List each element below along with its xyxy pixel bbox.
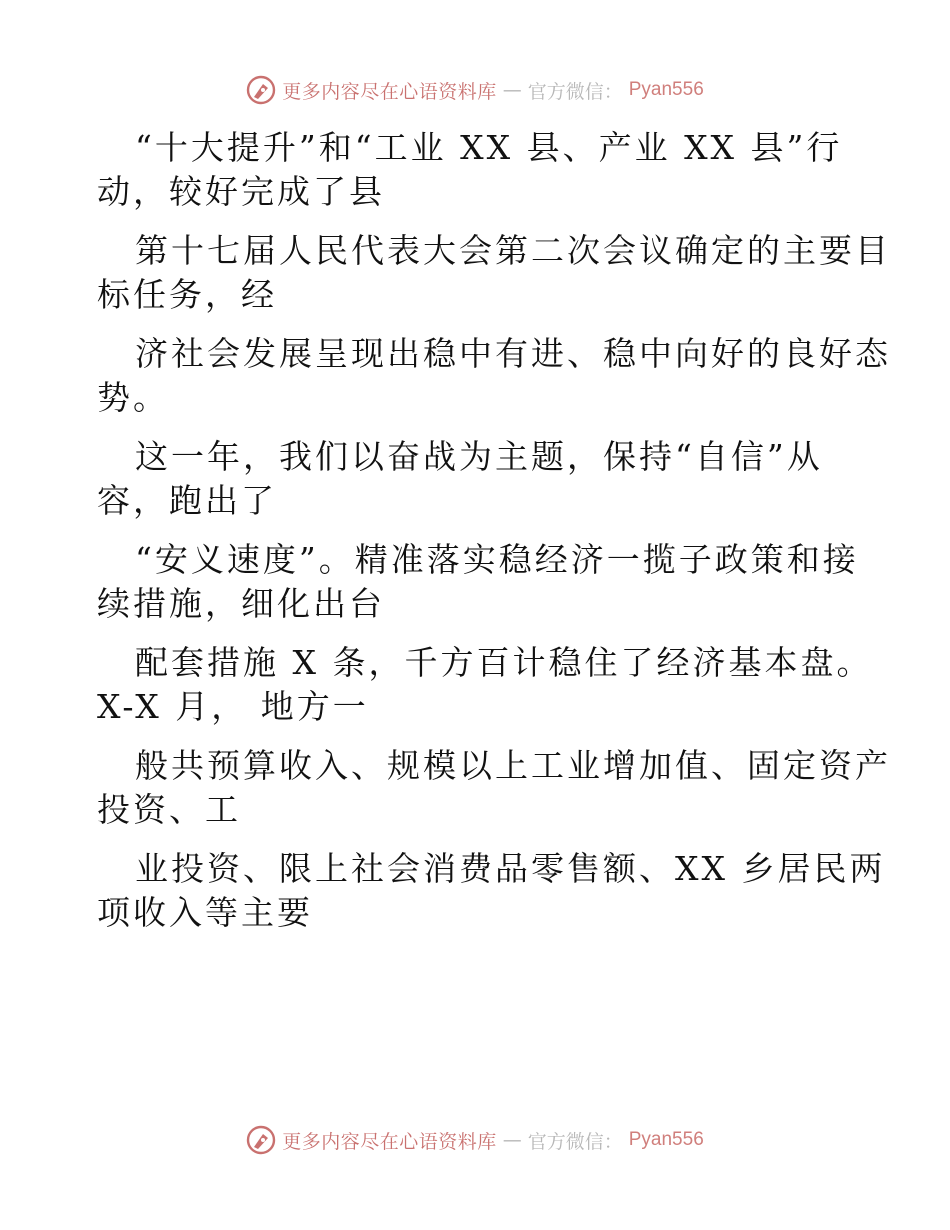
text-line: 业投资、限上社会消费品零售额、XX 乡居民两 [135, 849, 886, 888]
text-line: 配套措施 X 条，千方百计稳住了经济基本盘。 [135, 643, 873, 682]
watermark-separator: — [502, 1129, 522, 1151]
text-line: 投资、工 [97, 790, 241, 829]
document-body [97, 126, 891, 935]
text-line: “安义速度”。精准落实稳经济一揽子政策和接 [135, 540, 859, 579]
watermark-wechat-label: 官方微信： [527, 1130, 623, 1153]
text-line: 标任务，经 [97, 275, 277, 314]
watermark-wechat-id: Pyan556 [628, 1129, 704, 1150]
text-line: 势。 [97, 378, 169, 417]
watermark-text: 更多内容尽在心语资料库 [282, 80, 497, 103]
watermark-wechat-id: Pyan556 [628, 79, 704, 100]
watermark-header [0, 73, 950, 107]
text-line: X-X 月， 地方一 [97, 687, 369, 726]
watermark-separator: — [502, 79, 522, 101]
text-line: 济社会发展呈现出稳中有进、稳中向好的良好态 [135, 334, 891, 373]
pen-nib-logo-icon [246, 1125, 276, 1155]
watermark-wechat-label: 官方微信： [527, 80, 623, 103]
pen-nib-logo-icon [246, 75, 276, 105]
text-line: 这一年，我们以奋战为主题，保持“自信”从 [135, 437, 823, 476]
text-line: “十大提升”和“工业 XX 县、产业 XX 县”行 [135, 128, 843, 167]
text-line: 续措施，细化出台 [97, 584, 385, 623]
text-line: 第十七届人民代表大会第二次会议确定的主要目 [135, 231, 891, 270]
watermark-text: 更多内容尽在心语资料库 [282, 1130, 497, 1153]
text-line: 般共预算收入、规模以上工业增加值、固定资产 [135, 746, 891, 785]
text-line: 动，较好完成了县 [97, 172, 385, 211]
text-line: 项收入等主要 [97, 893, 313, 932]
watermark-footer [0, 1123, 950, 1157]
text-line: 容，跑出了 [97, 481, 277, 520]
